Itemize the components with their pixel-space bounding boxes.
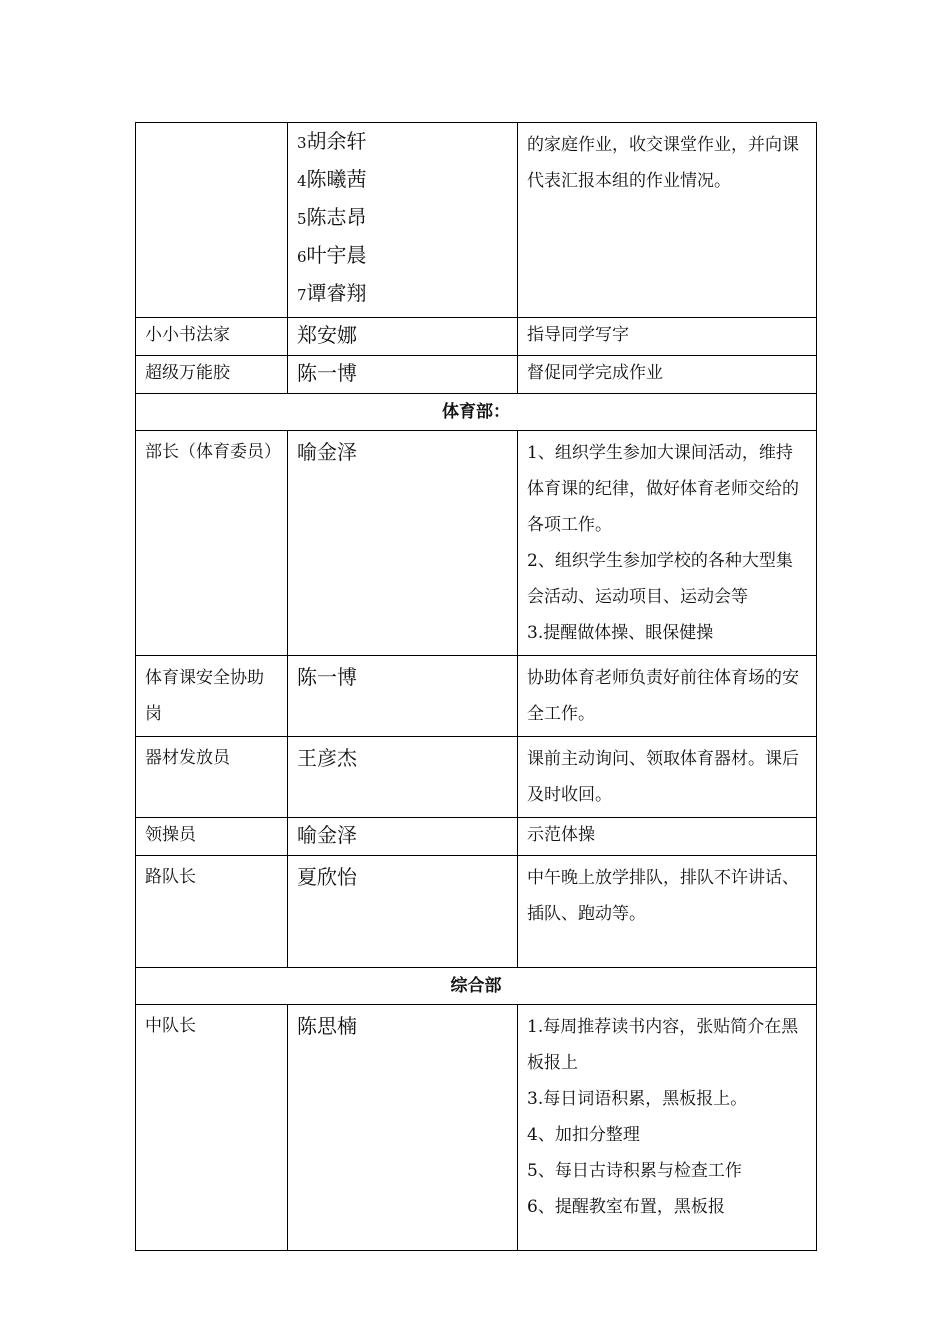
name-cell: 夏欣怡 — [288, 856, 518, 968]
name-cell: 王彦杰 — [288, 737, 518, 818]
role-cell: 部长（体育委员） — [136, 431, 288, 656]
role-cell: 体育课安全协助岗 — [136, 656, 288, 737]
table-row-road-leader — [136, 856, 817, 968]
table-row-exercise-leader — [136, 818, 817, 856]
role-cell-empty — [136, 123, 288, 318]
name-cell: 喻金泽 — [288, 431, 518, 656]
role-cell: 领操员 — [136, 818, 288, 856]
duty-item: 1、组织学生参加大课间活动，维持体育课的纪律，做好体育老师交给的各项工作。 — [527, 443, 799, 535]
member-name: 4陈曦茜 — [297, 167, 367, 191]
name-cell: 陈一博 — [288, 356, 518, 394]
roles-table — [135, 122, 817, 1251]
duty-item: 1.每周推荐读书内容，张贴简介在黑板报上 — [527, 1017, 799, 1073]
section-header-general — [136, 968, 817, 1005]
role-cell: 路队长 — [136, 856, 288, 968]
duty-item: 3.每日词语积累，黑板报上。 — [527, 1089, 748, 1109]
duty-cell: 的家庭作业，收交课堂作业，并向课代表汇报本组的作业情况。 — [518, 123, 817, 318]
duty-item: 3.提醒做体操、眼保健操 — [527, 623, 714, 643]
duty-item: 4、加扣分整理 — [527, 1125, 640, 1145]
duty-item: 5、每日古诗积累与检查工作 — [527, 1161, 742, 1181]
duty-item: 2、组织学生参加学校的各种大型集会活动、运动项目、运动会等 — [527, 551, 793, 607]
duty-cell: 示范体操 — [518, 818, 817, 856]
name-cell: 陈思楠 — [288, 1005, 518, 1251]
duty-cell — [518, 431, 817, 656]
duty-cell: 中午晚上放学排队，排队不许讲话、插队、跑动等。 — [518, 856, 817, 968]
role-cell: 中队长 — [136, 1005, 288, 1251]
table-row-pe-safety — [136, 656, 817, 737]
duty-cell: 协助体育老师负责好前往体育场的安全工作。 — [518, 656, 817, 737]
table-row-calligrapher — [136, 318, 817, 356]
section-title: 体育部： — [136, 394, 817, 431]
member-name: 7谭睿翔 — [297, 281, 367, 305]
role-cell: 超级万能胶 — [136, 356, 288, 394]
name-cell: 陈一博 — [288, 656, 518, 737]
member-name: 6叶宇晨 — [297, 243, 367, 267]
name-cell: 郑安娜 — [288, 318, 518, 356]
role-cell: 器材发放员 — [136, 737, 288, 818]
member-name: 3胡余轩 — [297, 129, 367, 153]
table-row-equipment — [136, 737, 817, 818]
duty-cell — [518, 1005, 817, 1251]
duty-cell: 指导同学写字 — [518, 318, 817, 356]
table-row-sports-head — [136, 431, 817, 656]
member-name: 5陈志昂 — [297, 205, 367, 229]
name-cell: 喻金泽 — [288, 818, 518, 856]
table-row-group-members — [136, 123, 817, 318]
section-title: 综合部 — [136, 968, 817, 1005]
duty-cell: 课前主动询问、领取体育器材。课后及时收回。 — [518, 737, 817, 818]
duty-cell: 督促同学完成作业 — [518, 356, 817, 394]
duty-item: 6、提醒教室布置，黑板报 — [527, 1197, 725, 1217]
role-cell: 小小书法家 — [136, 318, 288, 356]
table-row-squad-leader — [136, 1005, 817, 1251]
table-row-super-glue — [136, 356, 817, 394]
member-names-cell — [288, 123, 518, 318]
section-header-sports — [136, 394, 817, 431]
